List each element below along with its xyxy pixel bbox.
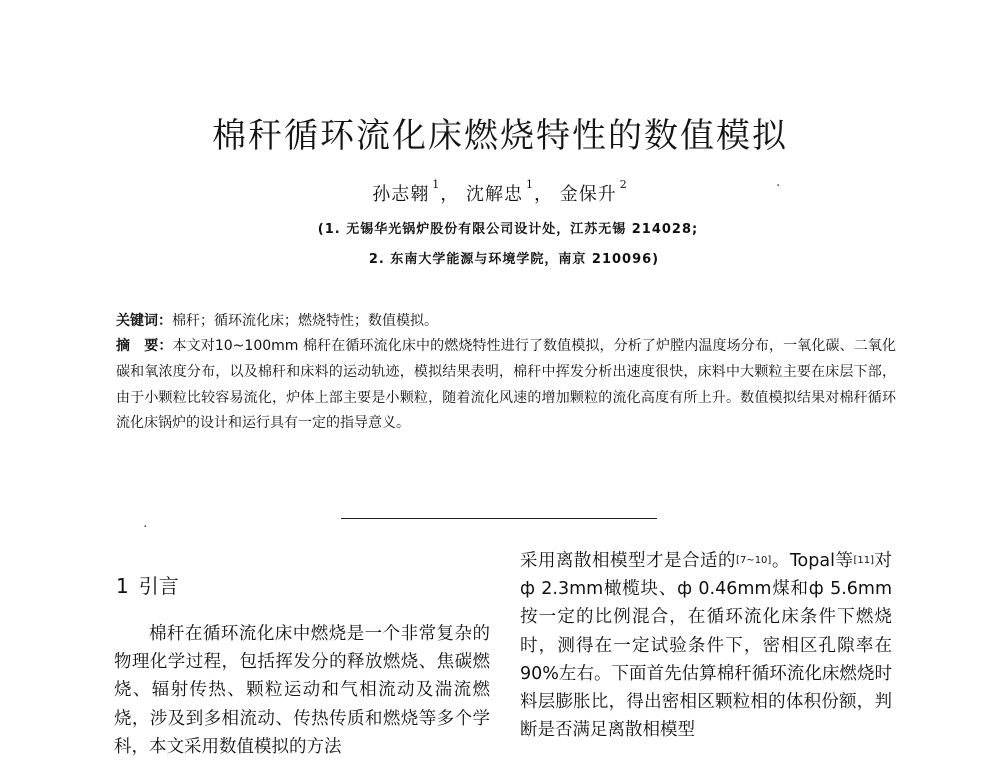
section-divider — [341, 518, 657, 519]
author-name: 金保升 — [559, 184, 617, 205]
abstract-text: 本文对10~100mm 棉秆在循环流化床中的燃烧特性进行了数值模拟，分析了炉膛内温度场分布，一氧化碳、二氧化碳和氧浓度分布，以及棉秆和床料的运动轨迹，模拟结果表明，棉秆中挥发分析出速度很快，床料中大颗粒主要在床层下部，由于小颗粒比较容易流化，炉体上部主要是小颗粒，随着流化风速的增加颗粒的流化高度有所上升。数值模拟结果对棉秆循环流化床锅炉的设计和运行具有一定的指导意义。 — [116, 338, 896, 432]
section-heading — [116, 570, 179, 599]
scan-speck: · — [776, 178, 781, 194]
author-name: 沈解忠 — [466, 184, 523, 205]
author-separator: ， — [534, 184, 553, 205]
keywords-text: 棉秆；循环流化床；燃烧特性；数值模拟。 — [172, 313, 438, 329]
affiliation-line-1: (1. 无锡华光锅炉股份有限公司设计处，江苏无锡 214028; — [317, 222, 699, 237]
author-affil-mark: 1 — [526, 178, 534, 191]
author-name: 孙志翱 — [372, 184, 430, 205]
section-title: 引言 — [138, 574, 179, 598]
scan-speck: · — [143, 519, 148, 535]
abstract-label: 摘 要： — [116, 338, 173, 354]
keywords-label: 关键词： — [116, 313, 172, 329]
left-column-text: 棉秆在循环流化床中燃烧是一个非常复杂的物理化学过程，包括挥发分的释放燃烧、焦碳燃烧、辐射传热、颗粒运动和气相流动及湍流燃烧，涉及到多相流动、传热传质和燃烧等多个学科，本文采用数值模拟的方法 — [114, 624, 490, 757]
section-number: 1 — [116, 574, 129, 598]
right-text-b: 。Topal等 — [771, 551, 854, 571]
citation-ref: [11] — [853, 555, 874, 566]
citation-ref: [7~10] — [736, 555, 772, 566]
abstract — [116, 334, 896, 437]
author-list — [0, 180, 1000, 206]
right-text-a: 采用离散相模型才是合适的 — [520, 551, 737, 571]
paper-title: 棉秆循环流化床燃烧特性的数值模拟 — [212, 116, 788, 156]
affiliation-line-2: 2. 东南大学能源与环境学院，南京 210096) — [368, 252, 660, 267]
right-text-c: 对ф 2.3mm橄榄块、ф 0.46mm煤和ф 5.6mm按一定的比例混合，在循环流化床条件下燃烧时，测得在一定试验条件下，密相区孔隙率在90%左右。下面首先估算棉秆循环流化床燃烧时料层膨胀比，得出密相区颗粒相的体积份额，判断是否满足离散相模型 — [520, 551, 893, 741]
keywords — [116, 309, 896, 335]
author-separator: ， — [440, 184, 460, 205]
author-affil-mark: 2 — [619, 178, 628, 191]
right-column-text — [520, 547, 892, 744]
author-affil-mark: 1 — [432, 178, 441, 191]
